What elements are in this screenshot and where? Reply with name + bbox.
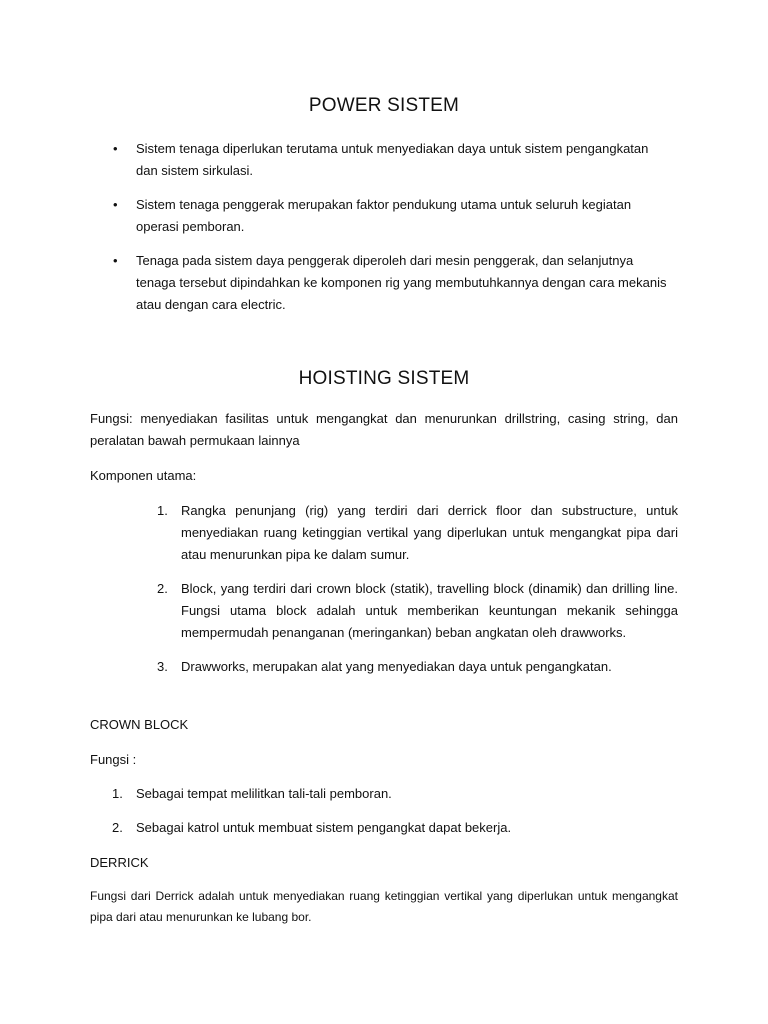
- hoisting-sistem-title: HOISTING SISTEM: [298, 368, 470, 389]
- bullet-text: Sistem tenaga penggerak merupakan faktor pendukung utama untuk seluruh kegiatan operasi pemboran.: [136, 197, 632, 234]
- item-text: Rangka penunjang (rig) yang terdiri dari derrick floor dan substructure, untuk menyediakan ruang ketinggian vertikal yang diperlukan untuk mengangkat pipa dari atau menurunkan pipa ke dalam sumur.: [181, 503, 678, 562]
- bullet-text: Sistem tenaga diperlukan terutama untuk menyediakan daya untuk sistem pengangkatan dan sistem sirkulasi.: [136, 141, 649, 178]
- item-number: 1.: [112, 786, 123, 801]
- bullet-text: Tenaga pada sistem daya penggerak diperoleh dari mesin penggerak, dan selanjutnya tenaga tersebut dipindahkan ke komponen rig yang membutuhkannya dengan cara mekanis atau dengan cara electric.: [136, 253, 667, 312]
- power-sistem-title: POWER SISTEM: [308, 95, 460, 116]
- bullet-icon: •: [113, 141, 118, 156]
- list-item: [110, 138, 670, 182]
- bullet-icon: •: [113, 197, 118, 212]
- list-item: [157, 500, 678, 566]
- item-text: Sebagai tempat melilitkan tali-tali pemboran.: [136, 786, 392, 801]
- power-bullet-list: [110, 138, 670, 328]
- item-number: 1.: [157, 503, 168, 518]
- item-number: 3.: [157, 659, 168, 674]
- item-text: Block, yang terdiri dari crown block (statik), travelling block (dinamik) dan drilling line. Fungsi utama block adalah untuk memberikan keuntungan mekanik sehingga mempermudah penanganan (meringankan) beban angkatan oleh drawworks.: [181, 581, 678, 640]
- komponen-list: [157, 500, 678, 690]
- list-item: [110, 250, 670, 316]
- hoisting-fungsi-paragraph: Fungsi: menyediakan fasilitas untuk mengangkat dan menurunkan drillstring, casing string, dan peralatan bawah permukaan lainnya: [90, 411, 678, 448]
- list-item: [157, 578, 678, 644]
- derrick-paragraph: Fungsi dari Derrick adalah untuk menyediakan ruang ketinggian vertikal yang diperlukan untuk mengangkat pipa dari atau menurunkan ke lubang bor.: [90, 889, 678, 924]
- crown-block-heading: CROWN BLOCK: [90, 717, 189, 732]
- item-number: 2.: [157, 581, 168, 596]
- crown-block-list: [112, 783, 652, 851]
- derrick-heading: DERRICK: [90, 855, 149, 870]
- list-item: [110, 194, 670, 238]
- list-item: [157, 656, 678, 678]
- list-item: [112, 783, 652, 805]
- komponen-label: Komponen utama:: [90, 468, 197, 483]
- bullet-icon: •: [113, 253, 118, 268]
- item-number: 2.: [112, 820, 123, 835]
- item-text: Drawworks, merupakan alat yang menyediakan daya untuk pengangkatan.: [181, 659, 612, 674]
- item-text: Sebagai katrol untuk membuat sistem pengangkat dapat bekerja.: [136, 820, 512, 835]
- crown-block-fungsi-label: Fungsi :: [90, 752, 137, 767]
- list-item: [112, 817, 652, 839]
